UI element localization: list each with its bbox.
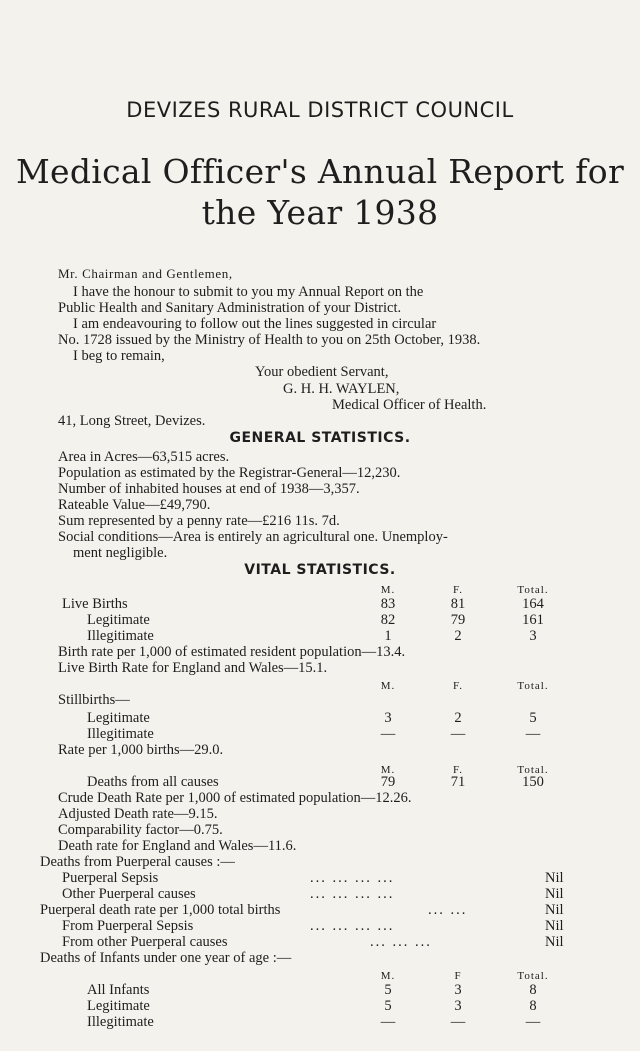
general-statistics-heading: GENERAL STATISTICS. [229,430,411,446]
value-total: — [525,726,541,742]
letter-line: I have the honour to submit to you my Annual Report on the [73,284,424,300]
row-label: Illegitimate [87,628,154,644]
puerperal-heading: Deaths from Puerperal causes :— [40,854,235,870]
value-m: 5 [384,982,392,998]
value-total: 150 [522,774,544,790]
leader-dots: ... ... ... ... [310,918,395,934]
stat-line: Rate per 1,000 births—29.0. [58,742,224,758]
vital-statistics-heading: VITAL STATISTICS. [244,562,396,578]
report-title-line-2: the Year 1938 [201,193,439,232]
closing: I beg to remain, [73,348,165,364]
column-header-total: Total. [517,970,549,982]
row-label: Live Births [62,596,128,612]
leader-dots: ... ... ... [370,934,432,950]
column-header-m: M. [380,970,396,982]
stat-line: Area in Acres—63,515 acres. [58,449,230,465]
value-f: 71 [450,774,466,790]
value: Nil [545,886,564,902]
row-label: Legitimate [87,612,150,628]
letter-line: Public Health and Sanitary Administration of your District. [58,300,402,316]
value-total: — [525,1014,541,1030]
column-header-m: M. [380,680,396,692]
value: Nil [545,870,564,886]
value-f: 79 [450,612,466,628]
value: Nil [545,934,564,950]
council-name: DEVIZES RURAL DISTRICT COUNCIL [126,98,514,122]
column-header-f: F [454,970,462,982]
closing: Your obedient Servant, [255,364,389,380]
row-label: Legitimate [87,998,150,1014]
stat-line: Death rate for England and Wales—11.6. [58,838,297,854]
value-total: 8 [529,982,537,998]
row-label: Puerperal death rate per 1,000 total births [40,902,281,918]
stat-line: Crude Death Rate per 1,000 of estimated population—12.26. [58,790,412,806]
row-label: Illegitimate [87,1014,154,1030]
letter-line: No. 1728 issued by the Ministry of Health to you on 25th October, 1938. [58,332,481,348]
row-label: Puerperal Sepsis [62,870,159,886]
value-m: 82 [380,612,396,628]
value-f: 3 [454,982,462,998]
salutation: Mr. Chairman and Gentlemen, [58,266,233,281]
value-m: — [380,1014,396,1030]
value-total: 5 [529,710,537,726]
value-total: 161 [522,612,544,628]
column-header-total: Total. [517,764,549,776]
stat-line: Sum represented by a penny rate—£216 11s. 7d. [58,513,340,529]
address: 41, Long Street, Devizes. [58,413,206,429]
column-header-f: F. [453,584,463,596]
row-label: Legitimate [87,710,150,726]
value-m: 83 [380,596,396,612]
value-f: 2 [454,710,462,726]
value-f: — [450,1014,466,1030]
stat-line: Comparability factor—0.75. [58,822,223,838]
value-total: 3 [529,628,537,644]
stat-line: Population as estimated by the Registrar-General—12,230. [58,465,401,481]
row-label: From Puerperal Sepsis [62,918,194,934]
stat-line: Social conditions—Area is entirely an agricultural one. Unemploy- [58,529,448,545]
leader-dots: ... ... ... ... [310,886,395,902]
value-m: 79 [380,774,396,790]
value-m: 1 [384,628,392,644]
value: Nil [545,902,564,918]
column-header-m: M. [380,584,396,596]
value: Nil [545,918,564,934]
stat-line: Live Birth Rate for England and Wales—15.1. [58,660,328,676]
value-m: 5 [384,998,392,1014]
stillbirths-label: Stillbirths— [58,692,130,708]
signature: G. H. H. WAYLEN, [283,381,400,397]
row-label: From other Puerperal causes [62,934,228,950]
row-label: Illegitimate [87,726,154,742]
infants-heading: Deaths of Infants under one year of age :— [40,950,292,966]
column-header-total: Total. [517,680,549,692]
stat-line: ment negligible. [73,545,168,561]
column-header-f: F. [453,764,463,776]
value-f: — [450,726,466,742]
column-header-total: Total. [517,584,549,596]
row-label: Deaths from all causes [87,774,219,790]
stat-line: Number of inhabited houses at end of 1938—3,357. [58,481,360,497]
value-f: 81 [450,596,466,612]
stat-line: Rateable Value—£49,790. [58,497,211,513]
leader-dots: ... ... ... ... [310,870,395,886]
row-label: All Infants [87,982,150,998]
column-header-f: F. [453,680,463,692]
value-total: 164 [522,596,544,612]
value-total: 8 [529,998,537,1014]
leader-dots: ... ... [428,902,468,918]
letter-line: I am endeavouring to follow out the lines suggested in circular [73,316,437,332]
row-label: Other Puerperal causes [62,886,196,902]
value-m: — [380,726,396,742]
stat-line: Adjusted Death rate—9.15. [58,806,218,822]
value-m: 3 [384,710,392,726]
column-header-m: M. [380,764,396,776]
value-f: 2 [454,628,462,644]
stat-line: Birth rate per 1,000 of estimated resident population—13.4. [58,644,406,660]
officer-role: Medical Officer of Health. [332,397,487,413]
report-title-line-1: Medical Officer's Annual Report for [15,152,625,191]
value-f: 3 [454,998,462,1014]
